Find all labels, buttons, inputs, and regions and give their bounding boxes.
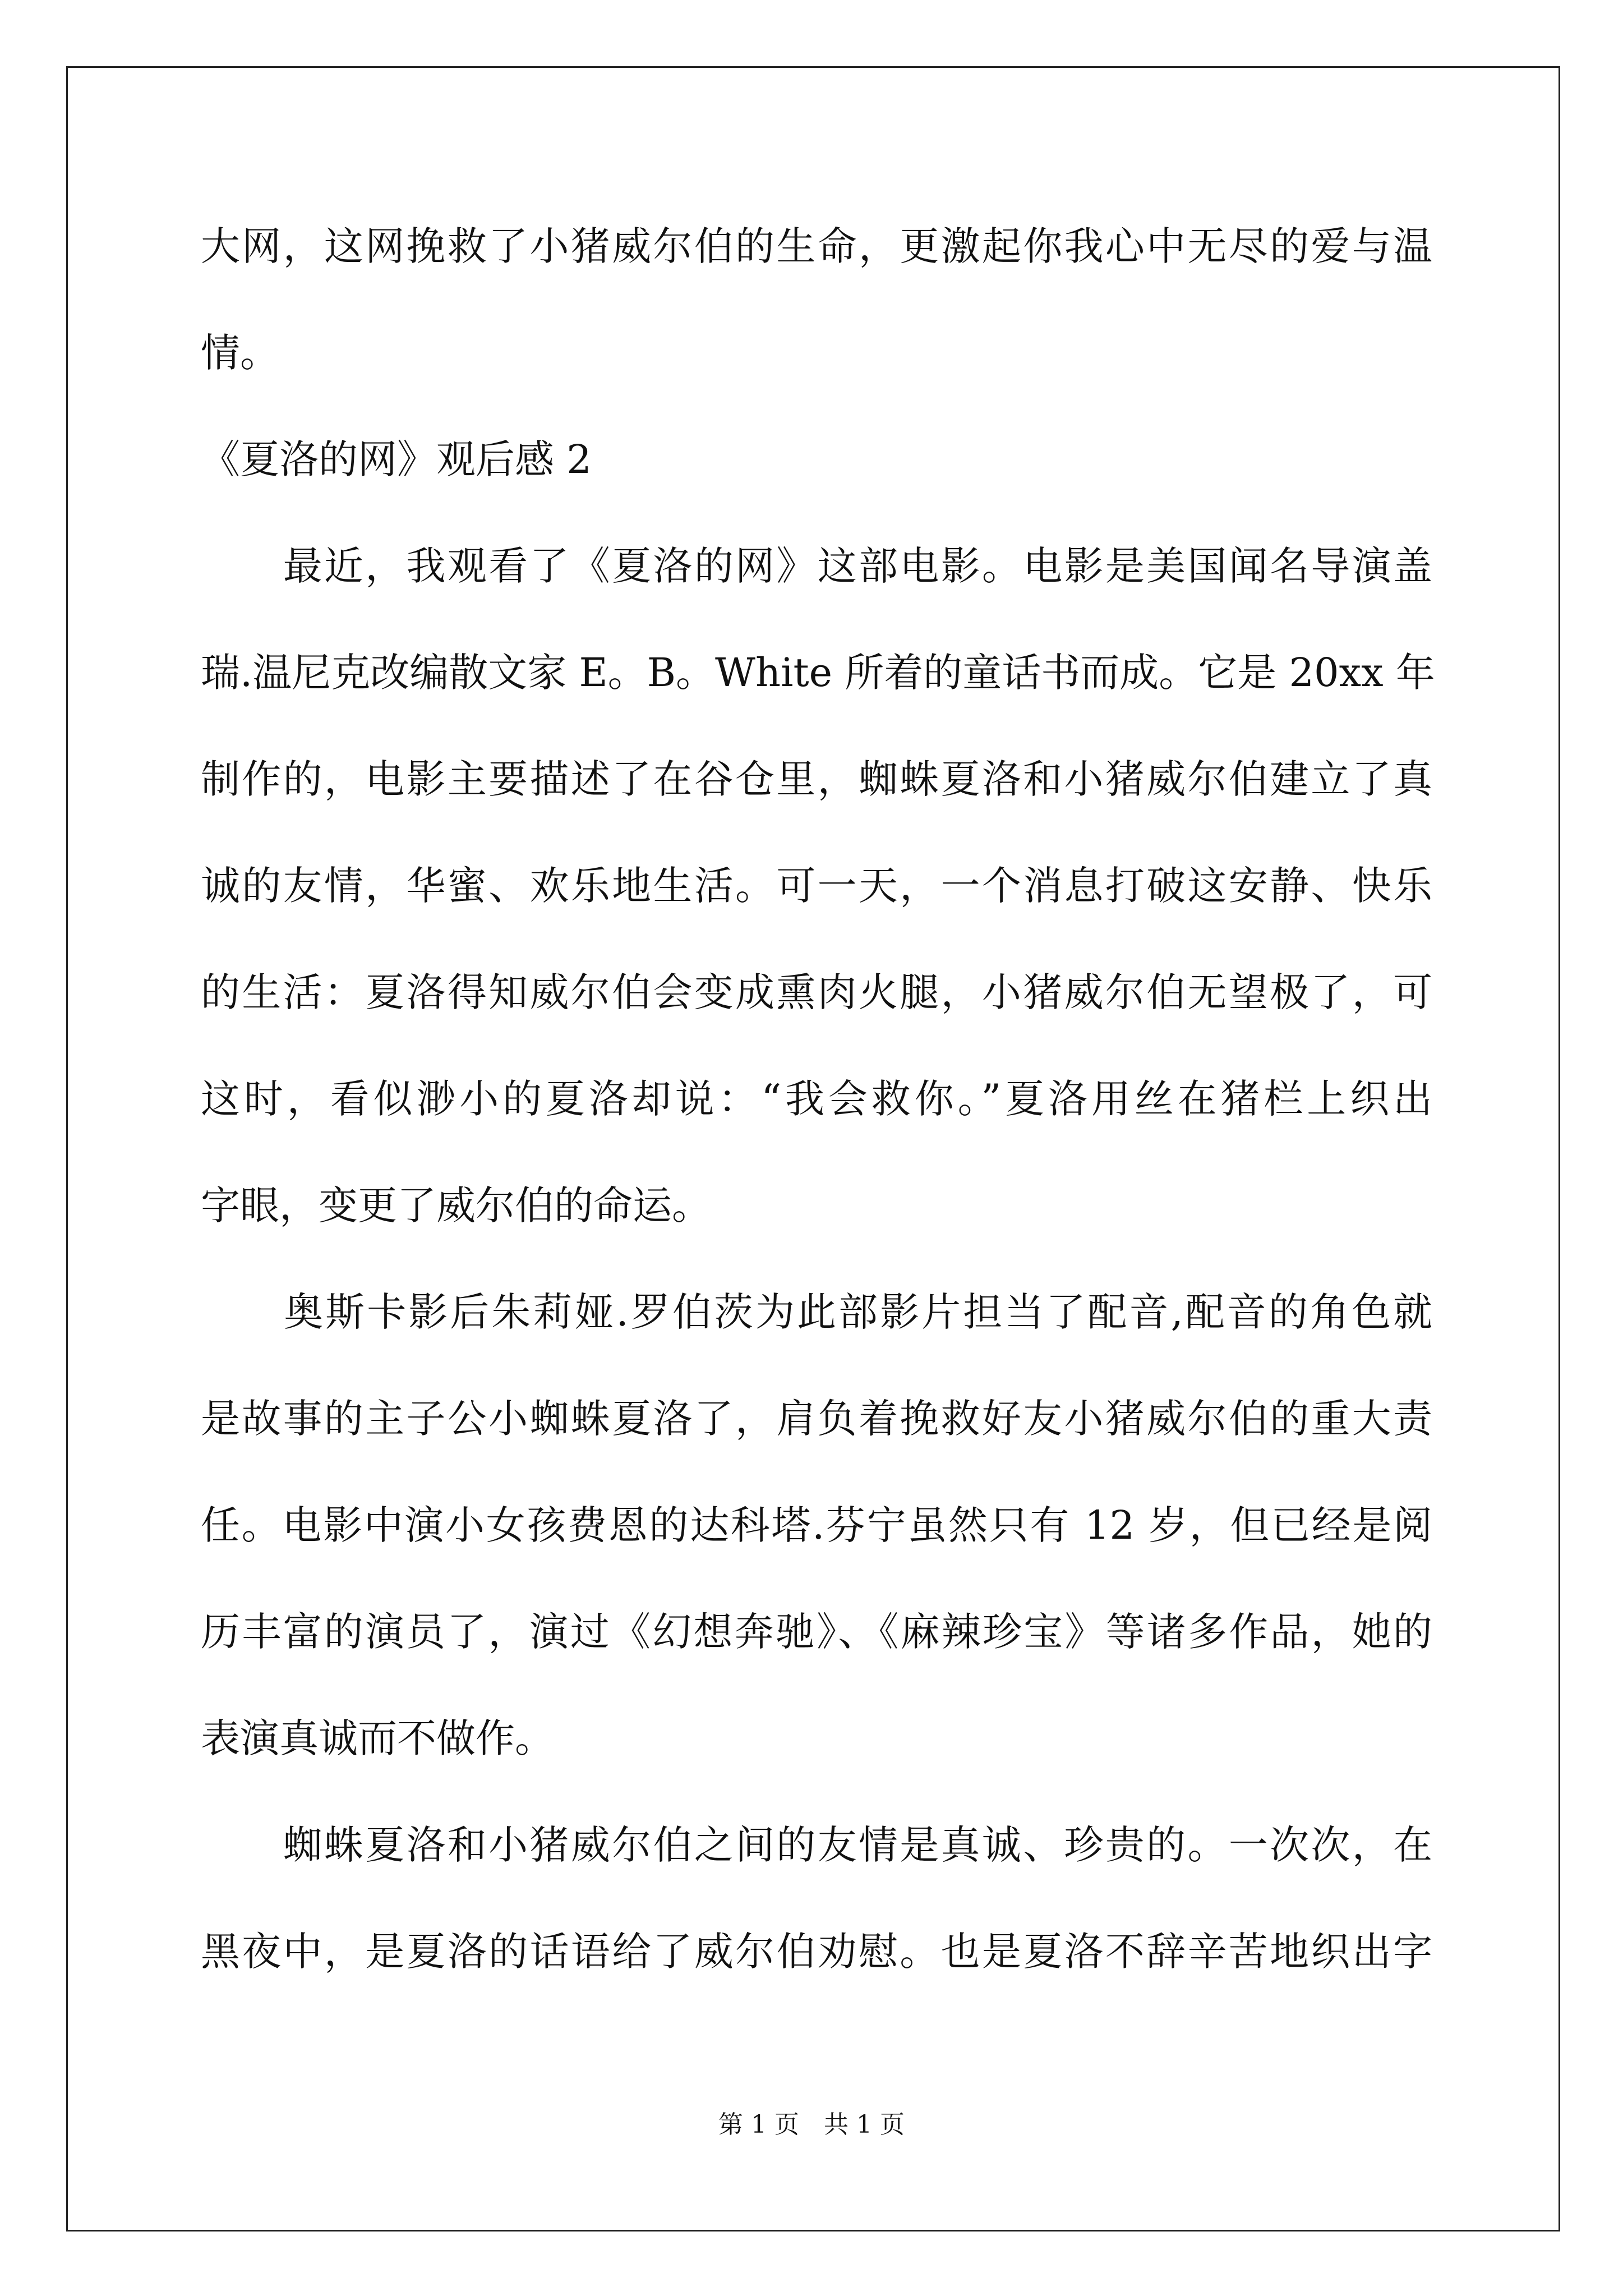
paragraph-line: 最近，我观看了《夏洛的网》这部电影。电影是美国闻名导演盖 <box>201 543 1432 589</box>
paragraph-line: 蜘蛛夏洛和小猪威尔伯之间的友情是真诚、珍贵的。一次次，在 <box>201 1822 1432 1868</box>
paragraph-line: 瑞.温尼克改编散文家 E。B。White 所着的童话书而成。它是 20xx 年 <box>201 650 1435 696</box>
section-heading: 《夏洛的网》观后感 2 <box>201 436 592 482</box>
paragraph-line: 奥斯卡影后朱莉娅.罗伯茨为此部影片担当了配音,配音的角色就 <box>201 1289 1432 1335</box>
page-border <box>66 66 1560 2231</box>
paragraph-line: 这时，看似渺小的夏洛却说：“我会救你。”夏洛用丝在猪栏上织出 <box>201 1076 1432 1122</box>
paragraph-line: 诚的友情，华蜜、欢乐地生活。可一天，一个消息打破这安静、快乐 <box>201 863 1432 909</box>
paragraph-line: 历丰富的演员了，演过《幻想奔驰》、《麻辣珍宝》等诸多作品，她的 <box>201 1609 1432 1655</box>
paragraph-line: 是故事的主子公小蜘蛛夏洛了，肩负着挽救好友小猪威尔伯的重大责 <box>201 1396 1432 1442</box>
paragraph-line: 表演真诚而不做作。 <box>201 1715 554 1761</box>
paragraph-line: 制作的，电影主要描述了在谷仓里，蜘蛛夏洛和小猪威尔伯建立了真 <box>201 756 1432 802</box>
paragraph-line: 字眼，变更了威尔伯的命运。 <box>201 1182 711 1228</box>
paragraph-line: 情。 <box>201 330 279 376</box>
paragraph-line: 黑夜中，是夏洛的话语给了威尔伯劝慰。也是夏洛不辞辛苦地织出字 <box>201 1929 1432 1975</box>
paragraph-line: 大网，这网挽救了小猪威尔伯的生命，更激起你我心中无尽的爱与温 <box>201 223 1432 269</box>
page-footer: 第 1 页 共 1 页 <box>718 2110 905 2139</box>
paragraph-line: 的生活：夏洛得知威尔伯会变成熏肉火腿，小猪威尔伯无望极了，可 <box>201 969 1432 1015</box>
paragraph-line: 任。电影中演小女孩费恩的达科塔.芬宁虽然只有 12 岁，但已经是阅 <box>201 1502 1432 1548</box>
